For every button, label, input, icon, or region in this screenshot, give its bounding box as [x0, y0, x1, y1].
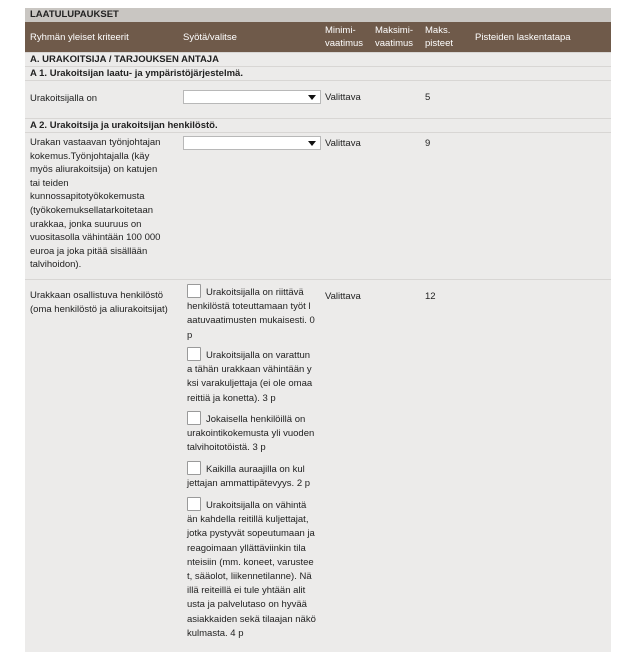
personnel-option [187, 497, 324, 641]
option-text: t, sääolot, liikennetilanne). Nä [187, 571, 312, 583]
max-points: 5 [425, 92, 431, 103]
option-text: Urakoitsijalla on vähintä [206, 500, 307, 511]
row-personnel [25, 279, 611, 652]
label-line: (työkokemuksellatarkoitetaan [30, 204, 154, 216]
chevron-down-icon [308, 95, 316, 100]
chevron-down-icon [308, 141, 316, 146]
label-line: vuositasolla vähintään 100 000 [30, 232, 161, 244]
table-header [25, 22, 611, 52]
option-text: jotka pystyvät sopeutumaan ja [187, 528, 315, 540]
label-line: Urakkaan osallistuva henkilöstö [30, 290, 164, 301]
form-title: LAATULUPAUKSET [25, 8, 611, 22]
option-text: reagoimaan yllättäviinkin tila [187, 542, 306, 554]
option-text: nteisiin (mm. koneet, varustee [187, 556, 314, 568]
option-text: kulmasta. 4 p [187, 627, 244, 639]
label-line: talvihoidon). [30, 259, 82, 271]
min-requirement: Valittava [325, 138, 361, 149]
min-requirement: Valittava [325, 291, 361, 302]
option-text: talvihoitotöistä. 3 p [187, 442, 266, 454]
option-text: Urakoitsijalla on riittävä [206, 287, 304, 298]
label-line: (oma henkilöstö ja aliurakoitsijat) [30, 303, 168, 315]
section-a2-heading: A 2. Urakoitsija ja urakoitsijan henkilöstö. [25, 118, 611, 132]
option-text: a tähän urakkaan vähintään y [187, 364, 312, 376]
header-min-1: Minimi- [325, 25, 356, 36]
row-label [30, 289, 190, 316]
option-text: p [187, 329, 193, 341]
personnel-option [187, 284, 324, 343]
option-text: ksi varakuljettaja (ei ole omaa [187, 378, 313, 390]
label-line: tai teiden [30, 177, 69, 189]
row-supervisor-experience [25, 132, 611, 279]
header-criteria: Ryhmän yleiset kriteerit [30, 32, 129, 43]
supervisor-experience-select[interactable] [183, 136, 321, 150]
personnel-option [187, 347, 324, 406]
label-line: kunnossapitotyökokemusta [30, 191, 145, 203]
section-a1-heading: A 1. Urakoitsijan laatu- ja ympäristöjärjestelmä. [25, 66, 611, 80]
max-points: 9 [425, 138, 431, 149]
section-a-heading: A. URAKOITSIJA / TARJOUKSEN ANTAJA [25, 52, 611, 66]
row-label: Urakoitsijalla on [30, 93, 98, 104]
option-text: Urakoitsijalla on varattun [206, 350, 311, 361]
quality-promises-form [25, 8, 611, 652]
header-maxpts-2: pisteet [425, 38, 453, 49]
label-line: myös aliurakoitsija) on katujen [30, 164, 158, 176]
option-text: Kaikilla auraajilla on kul [206, 464, 305, 475]
header-calc: Pisteiden laskentatapa [475, 32, 571, 43]
option-text: jettajan ammattipätevyys. 2 p [187, 478, 311, 490]
option-text: Jokaisella henkilöillä on [206, 414, 306, 425]
option-checkbox[interactable] [187, 347, 201, 361]
row-quality-system [25, 80, 611, 118]
option-text: usta ja palvelutaso on hyvää [187, 599, 307, 611]
label-line: Urakan vastaavan työnjohtajan [30, 137, 161, 148]
option-checkbox[interactable] [187, 284, 201, 298]
option-text: urakointikokemusta yli vuoden [187, 428, 315, 440]
label-line: euroa ja joka pitää sisällään [30, 245, 148, 257]
option-checkbox[interactable] [187, 411, 201, 425]
quality-system-select[interactable] [183, 90, 321, 104]
option-text: reittiä ja konetta). 3 p [187, 392, 276, 404]
personnel-option [187, 411, 324, 456]
option-text: asiakkaiden sekä tilaajan näkö [187, 613, 316, 625]
max-points: 12 [425, 291, 436, 302]
header-max-2: vaatimus [375, 38, 414, 49]
label-line: kokemus.Työnjohtajalla (käy [30, 150, 150, 162]
option-checkbox[interactable] [187, 461, 201, 475]
header-max-1: Maksimi- [375, 25, 413, 36]
option-text: än kahdella reitillä kuljettajat, [187, 514, 309, 526]
row-label [30, 136, 180, 272]
header-min-2: vaatimus [325, 38, 364, 49]
option-text: aatuvaatimusten mukaisesti. 0 [187, 315, 315, 327]
option-text: henkilöstä toteuttamaan työt l [187, 301, 311, 313]
personnel-option [187, 461, 324, 491]
option-text: illä reiteillä ei tule yhtään alit [187, 585, 306, 597]
header-input: Syötä/valitse [183, 32, 237, 43]
header-maxpts-1: Maks. [425, 25, 451, 36]
min-requirement: Valittava [325, 92, 361, 103]
option-checkbox[interactable] [187, 497, 201, 511]
label-line: urakkaa, jonka suuruus on [30, 218, 142, 230]
